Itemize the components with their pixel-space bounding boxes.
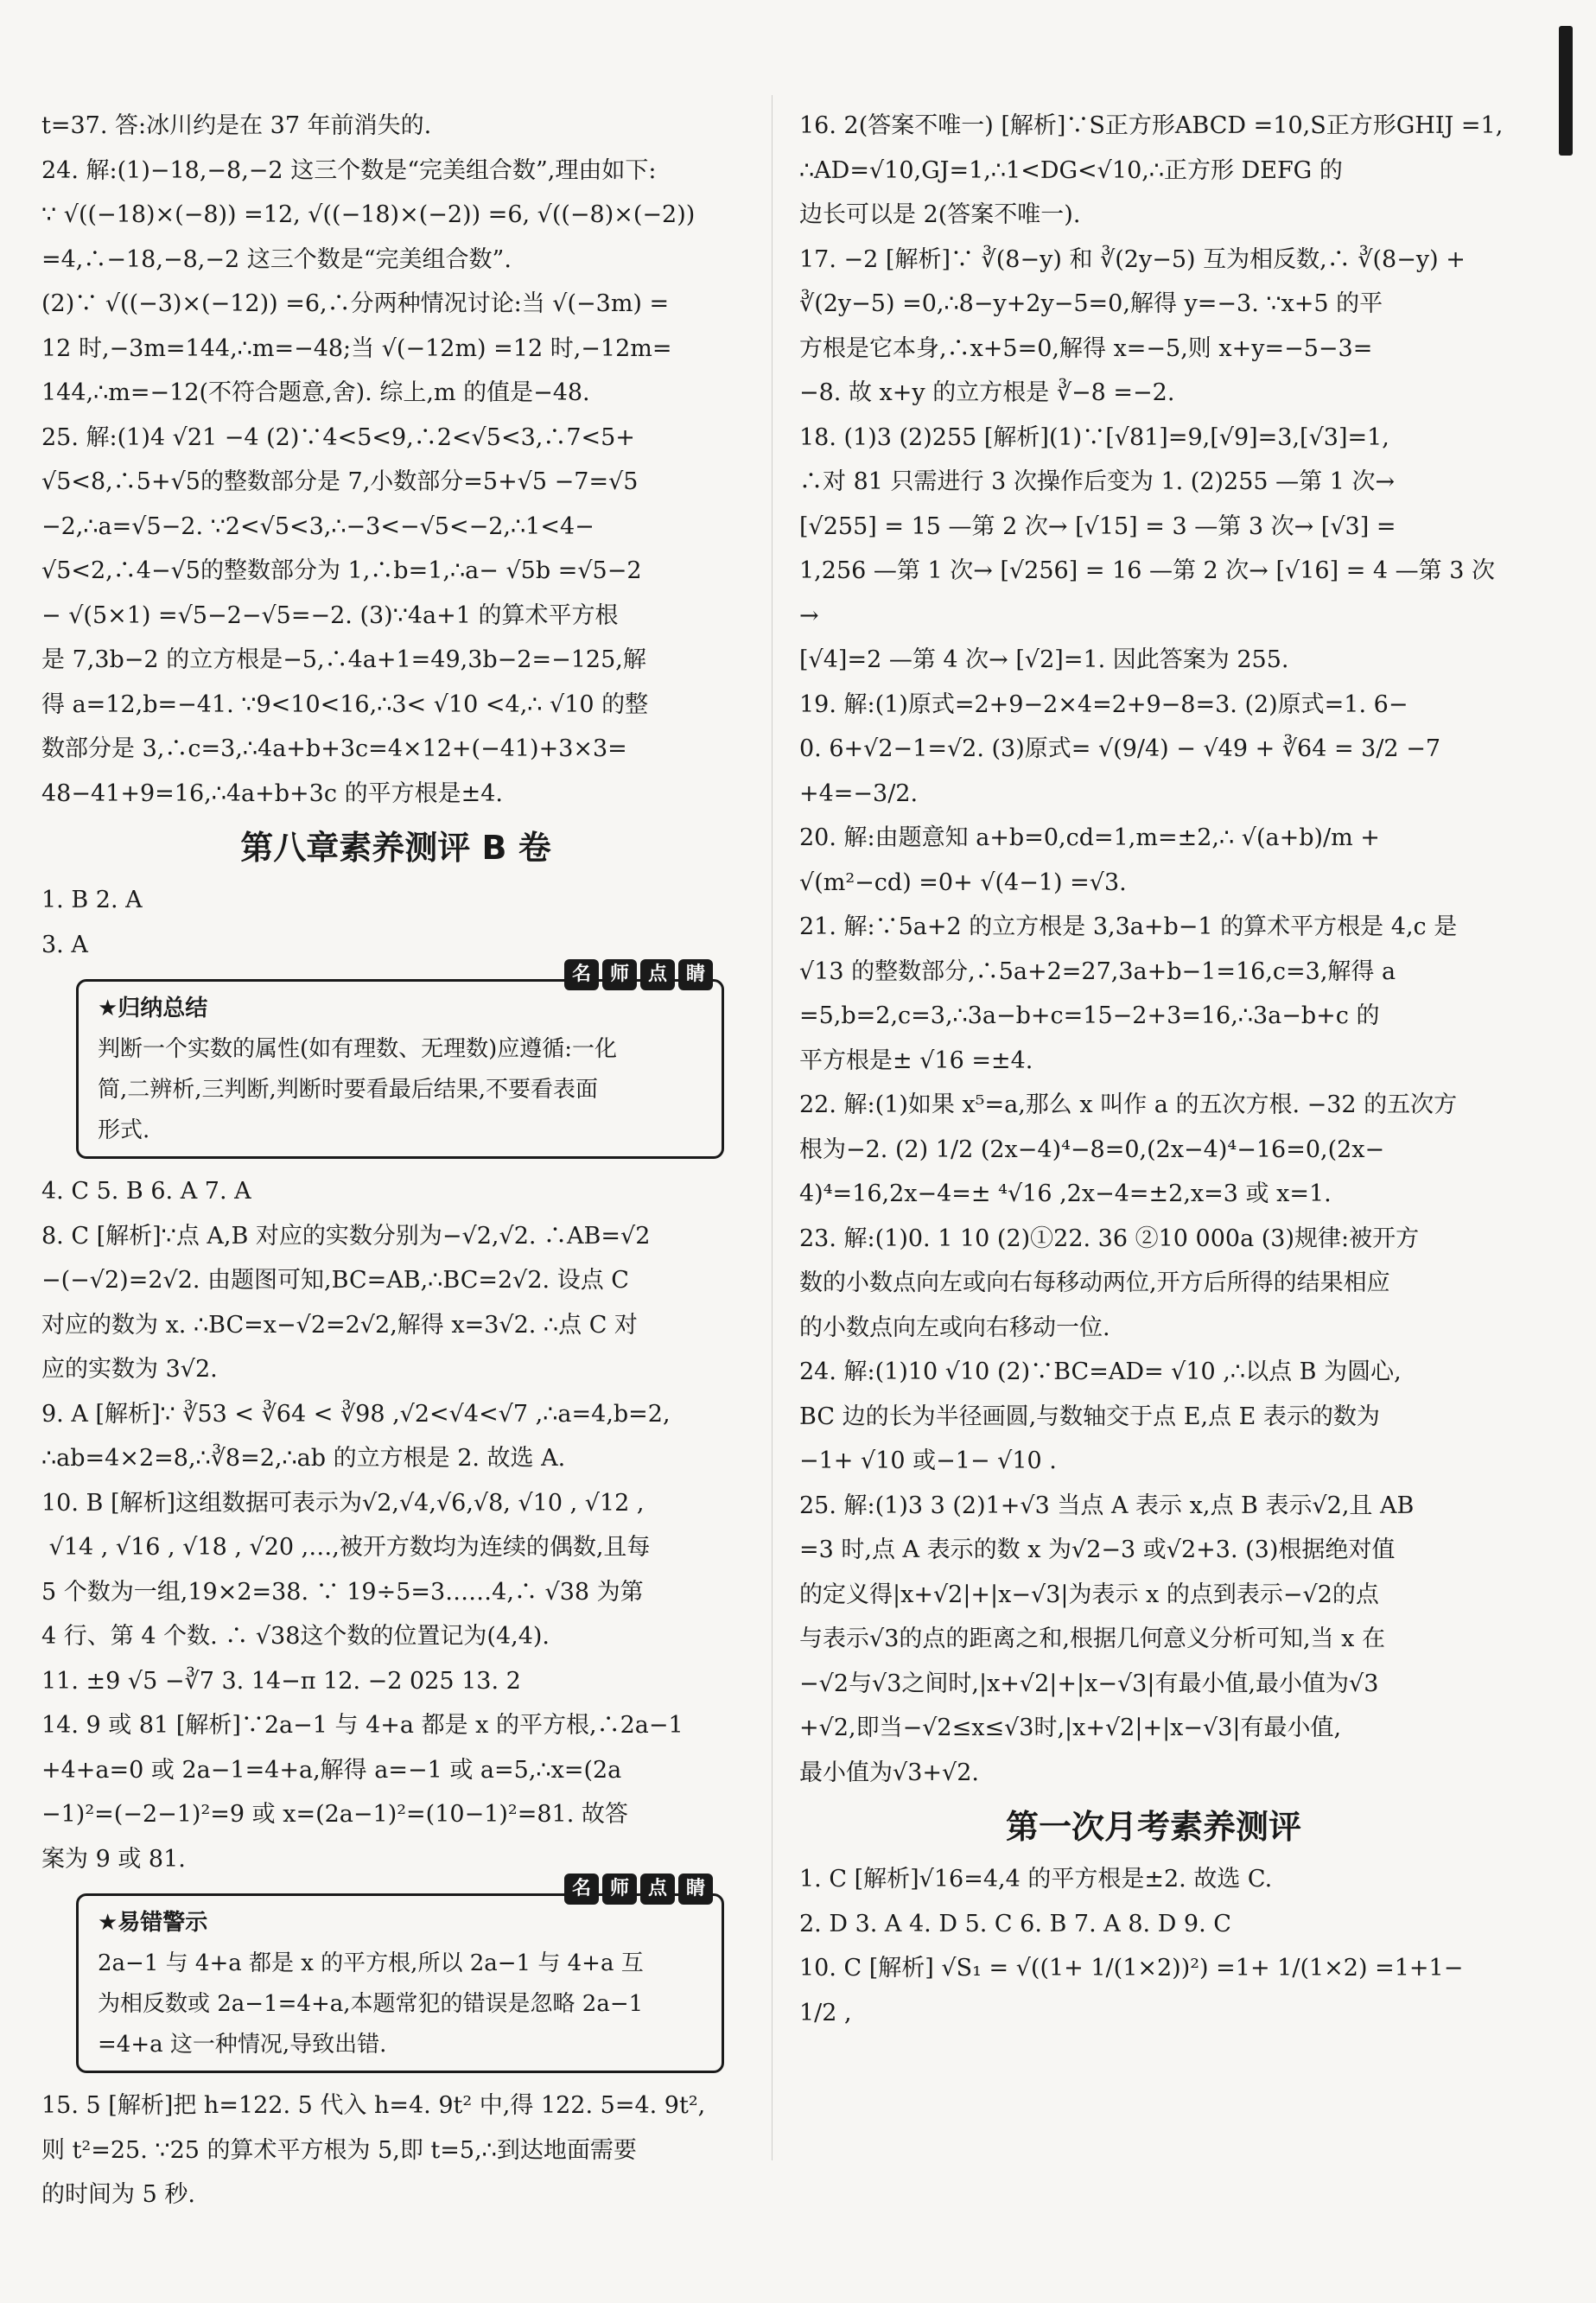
text-line: [√255] = 15 —第 2 次→ [√15] = 3 —第 3 次→ [√3] = bbox=[799, 512, 1396, 540]
badge-char: 睛 bbox=[678, 959, 713, 990]
text-line: 的时间为 5 秒. bbox=[41, 2181, 195, 2208]
tip-title: ★归纳总结 bbox=[98, 996, 208, 1021]
tip-line: =4+a 这一种情况,导致出错. bbox=[98, 2032, 387, 2058]
text-line: +4+a=0 或 2a−1=4+a,解得 a=−1 或 a=5,∴x=(2a bbox=[41, 1756, 622, 1784]
text-line: 的定义得|x+√2|+|x−√3|为表示 x 的点到表示−√2的点 bbox=[799, 1581, 1379, 1608]
text-line: − √(5×1) =√5−2−√5=−2. (3)∵4a+1 的算术平方根 bbox=[41, 601, 619, 629]
right-column bbox=[799, 104, 1508, 2035]
text-line: −(−√2)=2√2. 由题图可知,BC=AB,∴BC=2√2. 设点 C bbox=[41, 1267, 629, 1294]
text-line: 23. 解:(1)0. 1 10 (2)①22. 36 ②10 000a (3)规律:被开方 bbox=[799, 1225, 1420, 1252]
text-line: 4. C 5. B 6. A 7. A bbox=[41, 1178, 251, 1205]
section-heading-first-monthly: 第一次月考素养测评 bbox=[1005, 1808, 1301, 1846]
text-line: √14 , √16 , √18 , √20 ,…,被开方数均为连续的偶数,且每 bbox=[41, 1534, 651, 1561]
text-line: 3. A bbox=[41, 931, 88, 958]
column-divider bbox=[772, 95, 773, 2160]
tip-box-summary bbox=[76, 964, 724, 1159]
badge-char: 师 bbox=[602, 959, 637, 990]
text-line: 案为 9 或 81. bbox=[41, 1845, 186, 1873]
text-line: 1. C [解析]√16=4,4 的平方根是±2. 故选 C. bbox=[799, 1866, 1273, 1893]
text-line: =3 时,点 A 表示的数 x 为√2−3 或√2+3. (3)根据绝对值 bbox=[799, 1536, 1396, 1563]
tip-box-warning bbox=[76, 1878, 724, 2073]
text-line: 数部分是 3,∴c=3,∴4a+b+3c=4×12+(−41)+3×3= bbox=[41, 735, 627, 762]
text-line: 平方根是± √16 =±4. bbox=[799, 1047, 1033, 1074]
page-edge-bookmark bbox=[1559, 26, 1573, 156]
text-line: 22. 解:(1)如果 x⁵=a,那么 x 叫作 a 的五次方根. −32 的五次方 bbox=[799, 1091, 1458, 1118]
text-line: 11. ±9 √5 −∛7 3. 14−π 12. −2 025 13. 2 bbox=[41, 1667, 521, 1695]
answer-block-left-b bbox=[41, 878, 750, 967]
badge-char: 点 bbox=[640, 959, 675, 990]
text-line: 4 行、第 4 个数. ∴ √38这个数的位置记为(4,4). bbox=[41, 1623, 550, 1650]
badge-char: 名 bbox=[564, 959, 599, 990]
text-line: √5<8,∴5+√5的整数部分是 7,小数部分=5+√5 −7=√5 bbox=[41, 468, 639, 495]
text-line: √13 的整数部分,∴5a+2=27,3a+b−1=16,c=3,解得 a bbox=[799, 957, 1396, 985]
text-line: 24. 解:(1)10 √10 (2)∵BC=AD= √10 ,∴以点 B 为圆心, bbox=[799, 1358, 1402, 1385]
answer-block-right-b bbox=[799, 1857, 1508, 2035]
badge-char: 睛 bbox=[678, 1874, 713, 1905]
text-line: 14. 9 或 81 [解析]∵2a−1 与 4+a 都是 x 的平方根,∴2a−1 bbox=[41, 1712, 684, 1739]
text-line: 144,∴m=−12(不符合题意,舍). 综上,m 的值是−48. bbox=[41, 379, 590, 406]
text-line: (2)∵ √((−3)×(−12)) =6,∴分两种情况讨论:当 √(−3m) = bbox=[41, 290, 670, 317]
text-line: 数的小数点向左或向右每移动两位,开方后所得的结果相应 bbox=[799, 1269, 1390, 1296]
text-line: 2. D 3. A 4. D 5. C 6. B 7. A 8. D 9. C bbox=[799, 1910, 1231, 1937]
text-line: 10. B [解析]这组数据可表示为√2,√4,√6,√8, √10 , √12 , bbox=[41, 1489, 645, 1517]
text-line: 是 7,3b−2 的立方根是−5,∴4a+1=49,3b−2=−125,解 bbox=[41, 646, 646, 673]
tip-line: 2a−1 与 4+a 都是 x 的平方根,所以 2a−1 与 4+a 互 bbox=[98, 1950, 644, 1976]
tip-line: 简,二辨析,三判断,判断时要看最后结果,不要看表面 bbox=[98, 1077, 599, 1103]
text-line: 19. 解:(1)原式=2+9−2×4=2+9−8=3. (2)原式=1. 6− bbox=[799, 690, 1408, 718]
text-line: 1. B 2. A bbox=[41, 887, 143, 913]
badge-char: 点 bbox=[640, 1874, 675, 1905]
text-line: 12 时,−3m=144,∴m=−48;当 √(−12m) =12 时,−12m= bbox=[41, 334, 672, 362]
text-line: −2,∴a=√5−2. ∵2<√5<3,∴−3<−√5<−2,∴1<4− bbox=[41, 512, 595, 540]
answer-block-left-c bbox=[41, 1169, 750, 1881]
text-line: +4=−3/2. bbox=[799, 779, 919, 807]
text-line: 0. 6+√2−1=√2. (3)原式= √(9/4) − √49 + ∛64 = 3/2 −7 bbox=[799, 735, 1440, 762]
answer-block-left-a bbox=[41, 104, 750, 816]
text-line: 的小数点向左或向右移动一位. bbox=[799, 1314, 1110, 1341]
text-line: −8. 故 x+y 的立方根是 ∛−8 =−2. bbox=[799, 379, 1175, 406]
text-line: 与表示√3的点的距离之和,根据几何意义分析可知,当 x 在 bbox=[799, 1625, 1385, 1652]
text-line: 48−41+9=16,∴4a+b+3c 的平方根是±4. bbox=[41, 779, 503, 807]
text-line: 15. 5 [解析]把 h=122. 5 代入 h=4. 9t² 中,得 122. 5=4. 9t², bbox=[41, 2092, 706, 2119]
text-line: 24. 解:(1)−18,−8,−2 这三个数是“完美组合数”,理由如下: bbox=[41, 156, 657, 184]
text-line: 8. C [解析]∵点 A,B 对应的实数分别为−√2,√2. ∴AB=√2 bbox=[41, 1222, 651, 1250]
text-line: 方根是它本身,∴x+5=0,解得 x=−5,则 x+y=−5−3= bbox=[799, 334, 1373, 362]
answer-block-left-d bbox=[41, 2084, 750, 2217]
text-line: 18. (1)3 (2)255 [解析](1)∵[√81]=9,[√9]=3,[√3]=1, bbox=[799, 423, 1389, 451]
answer-block-right-a bbox=[799, 104, 1508, 1795]
text-line: ∴ab=4×2=8,∴∛8=2,∴ab 的立方根是 2. 故选 A. bbox=[41, 1445, 566, 1472]
text-line: ∴对 81 只需进行 3 次操作后变为 1. (2)255 —第 1 次→ bbox=[799, 468, 1396, 495]
text-line: 25. 解:(1)3 3 (2)1+√3 当点 A 表示 x,点 B 表示√2,且 AB bbox=[799, 1492, 1415, 1519]
tip-line: 判断一个实数的属性(如有理数、无理数)应遵循:一化 bbox=[98, 1036, 618, 1062]
teacher-tip-badge bbox=[564, 1874, 713, 1905]
tip-line: 为相反数或 2a−1=4+a,本题常犯的错误是忽略 2a−1 bbox=[98, 1991, 644, 2017]
text-line: 应的实数为 3√2. bbox=[41, 1356, 218, 1383]
left-column bbox=[41, 104, 750, 2217]
text-line: t=37. 答:冰川约是在 37 年前消失的. bbox=[41, 112, 432, 139]
text-line: 9. A [解析]∵ ∛53 < ∛64 < ∛98 ,√2<√4<√7 ,∴a=4,b=2, bbox=[41, 1400, 671, 1428]
badge-char: 师 bbox=[602, 1874, 637, 1905]
text-line: −√2与√3之间时,|x+√2|+|x−√3|有最小值,最小值为√3 bbox=[799, 1670, 1379, 1697]
text-line: √5<2,∴4−√5的整数部分为 1,∴b=1,∴a− √5b =√5−2 bbox=[41, 557, 642, 584]
text-line: −1+ √10 或−1− √10 . bbox=[799, 1447, 1057, 1474]
text-line: 得 a=12,b=−41. ∵9<10<16,∴3< √10 <4,∴ √10 的整 bbox=[41, 690, 649, 718]
text-line: BC 边的长为半径画圆,与数轴交于点 E,点 E 表示的数为 bbox=[799, 1403, 1380, 1430]
text-line: ∛(2y−5) =0,∴8−y+2y−5=0,解得 y=−3. ∵x+5 的平 bbox=[799, 290, 1383, 317]
text-line: 5 个数为一组,19×2=38. ∵ 19÷5=3……4,∴ √38 为第 bbox=[41, 1578, 644, 1606]
text-line: 4)⁴=16,2x−4=± ⁴√16 ,2x−4=±2,x=3 或 x=1. bbox=[799, 1180, 1332, 1207]
text-line: 边长可以是 2(答案不唯一). bbox=[799, 201, 1081, 228]
text-line: 10. C [解析] √S₁ = √((1+ 1/(1×2))²) =1+ 1/(1×2) =1+1− 1/2 , bbox=[799, 1955, 1471, 2026]
tip-title: ★易错警示 bbox=[98, 1910, 208, 1936]
badge-char: 名 bbox=[564, 1874, 599, 1905]
text-line: 根为−2. (2) 1/2 (2x−4)⁴−8=0,(2x−4)⁴−16=0,(2x− bbox=[799, 1136, 1385, 1163]
text-line: 20. 解:由题意知 a+b=0,cd=1,m=±2,∴ √(a+b)/m + bbox=[799, 824, 1380, 851]
text-line: 25. 解:(1)4 √21 −4 (2)∵4<5<9,∴2<√5<3,∴7<5+ bbox=[41, 423, 635, 451]
text-line: =5,b=2,c=3,∴3a−b+c=15−2+3=16,∴3a−b+c 的 bbox=[799, 1002, 1380, 1029]
text-line: 对应的数为 x. ∴BC=x−√2=2√2,解得 x=3√2. ∴点 C 对 bbox=[41, 1311, 638, 1339]
teacher-tip-badge bbox=[564, 959, 713, 990]
text-line: [√4]=2 —第 4 次→ [√2]=1. 因此答案为 255. bbox=[799, 646, 1289, 673]
text-line: 最小值为√3+√2. bbox=[799, 1759, 979, 1786]
tip-line: 形式. bbox=[98, 1117, 150, 1143]
text-line: −1)²=(−2−1)²=9 或 x=(2a−1)²=(10−1)²=81. 故答 bbox=[41, 1801, 628, 1828]
text-line: ∴AD=√10,GJ=1,∴1<DG<√10,∴正方形 DEFG 的 bbox=[799, 156, 1343, 184]
text-line: =4,∴−18,−8,−2 这三个数是“完美组合数”. bbox=[41, 245, 512, 273]
text-line: 1,256 —第 1 次→ [√256] = 16 —第 2 次→ [√16] = 4 —第 3 次→ bbox=[799, 557, 1496, 629]
text-line: 17. −2 [解析]∵ ∛(8−y) 和 ∛(2y−5) 互为相反数,∴ ∛(8−y) + bbox=[799, 245, 1466, 273]
text-line: 16. 2(答案不唯一) [解析]∵S正方形ABCD =10,S正方形GHIJ =1, bbox=[799, 112, 1504, 139]
section-heading-chapter8-b: 第八章素养测评 B 卷 bbox=[240, 829, 551, 867]
text-line: ∵ √((−18)×(−8)) =12, √((−18)×(−2)) =6, √((−8)×(−2)) bbox=[41, 201, 696, 228]
text-line: 则 t²=25. ∵25 的算术平方根为 5,即 t=5,∴到达地面需要 bbox=[41, 2136, 637, 2164]
text-line: √(m²−cd) =0+ √(4−1) =√3. bbox=[799, 868, 1127, 896]
text-line: +√2,即当−√2≤x≤√3时,|x+√2|+|x−√3|有最小值, bbox=[799, 1715, 1342, 1741]
text-line: 21. 解:∵5a+2 的立方根是 3,3a+b−1 的算术平方根是 4,c 是 bbox=[799, 913, 1458, 940]
